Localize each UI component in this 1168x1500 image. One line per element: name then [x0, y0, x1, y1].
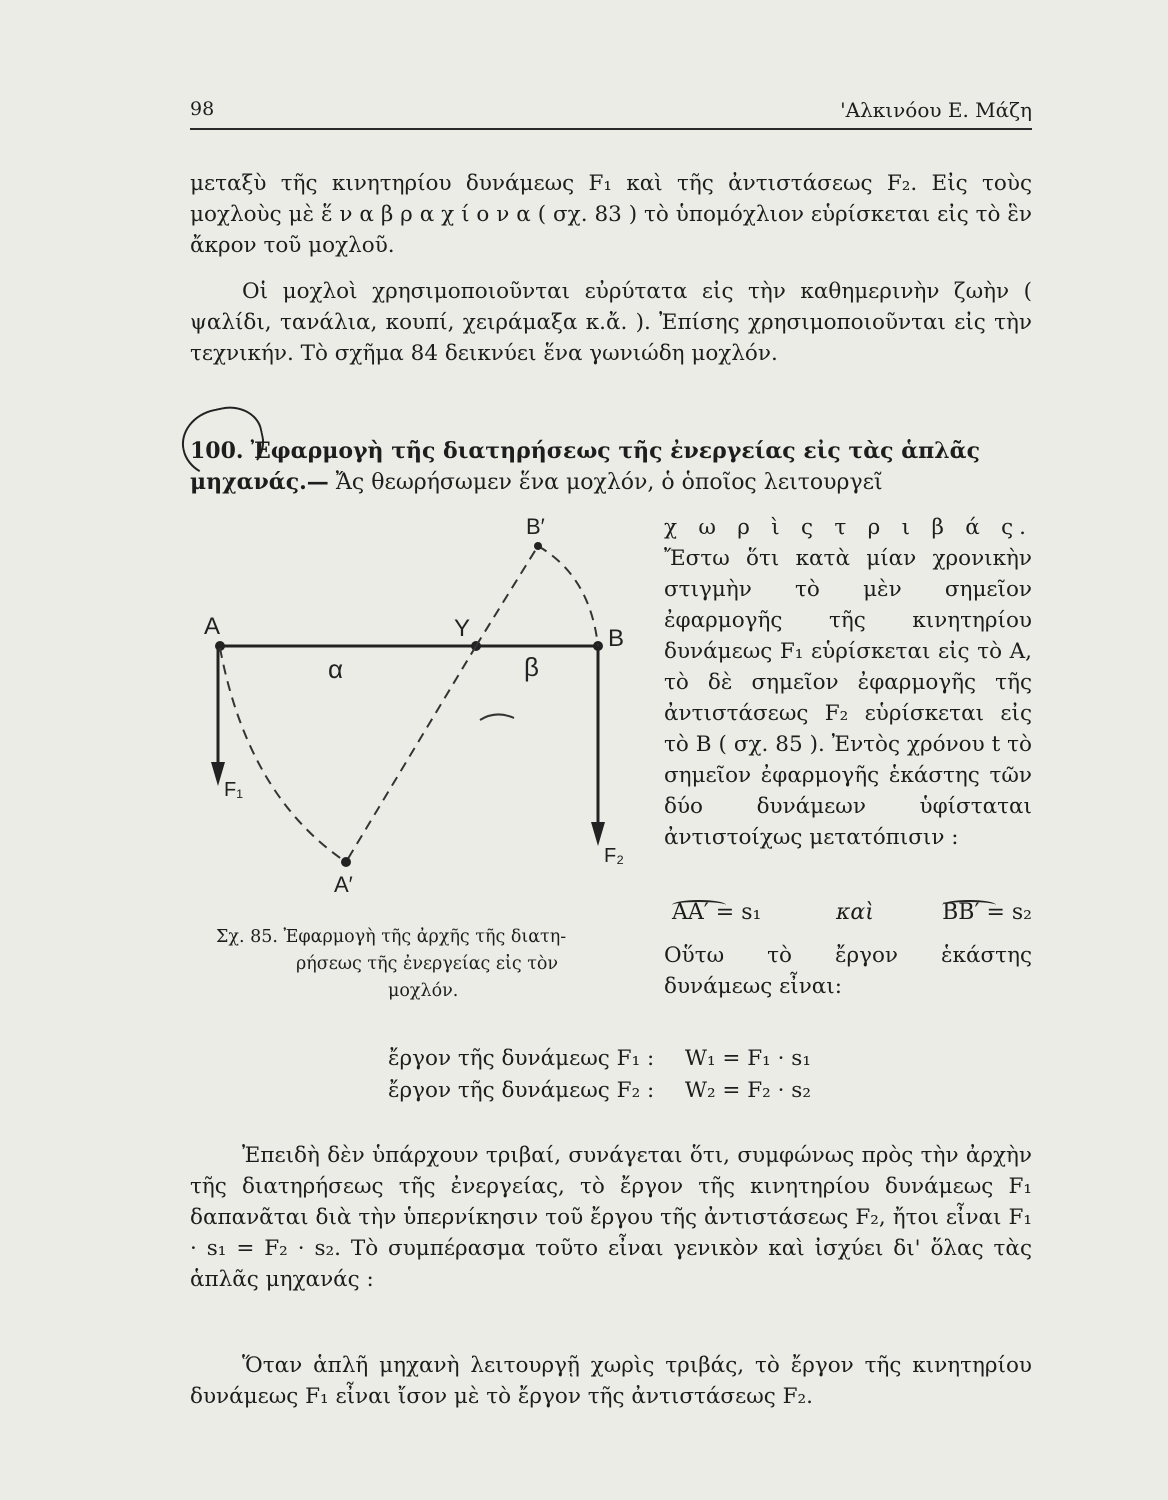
- figure-caption: [216, 924, 636, 1005]
- section-heading: [190, 436, 1032, 498]
- force-f1-head: [211, 762, 225, 786]
- caption-line-1: Σχ. 85. Ἐφαρμογὴ τῆς ἀρχῆς τῆς διατη-: [216, 927, 567, 947]
- page-header: [190, 96, 1032, 130]
- work-equation-2: [388, 1076, 811, 1106]
- work-equation-1: [388, 1044, 811, 1074]
- spaced-phrase: χ ω ρ ὶ ς τ ρ ι β ά ς.: [664, 515, 1032, 540]
- right-column-body: Ἔστω ὅτι κατὰ μίαν χρονικὴν στιγμὴν τὸ μὲν σημεῖον ἐφαρμογῆς τῆς κινητηρίου δυνάμεως F₁ εὑρίσκεται εἰς τὸ Α, τὸ δὲ σημεῖον ἐφαρμογῆς τῆς ἀντιστάσεως F₂ εὑρίσκεται εἰς τὸ Β ( σχ. 85 ). Ἐντὸς χρόνου t τὸ σημεῖον ἐφαρμογῆς ἑκάστης τῶν δύο δυνάμεων ὑφίσταται ἀντιστοίχως μετατόπισιν :: [664, 546, 1032, 850]
- lever-position-b-prime: [476, 546, 538, 646]
- work-eq-2: W₂ = F₂ · s₂: [684, 1078, 811, 1103]
- page-number: 98: [190, 98, 215, 120]
- point-b-prime: [534, 542, 542, 550]
- displacement-formula: [668, 898, 1032, 930]
- section-title: Ἐφαρμογὴ τῆς διατηρήσεως τῆς ἐνεργείας εἰς τὰς ἁπλᾶς μηχανάς.—: [190, 438, 980, 495]
- arc-bb-prime: [538, 546, 598, 646]
- caption-line-3: μοχλόν.: [388, 981, 459, 1001]
- formula-and: καὶ: [836, 900, 874, 925]
- paragraph-2: Οἱ μοχλοὶ χρησιμοποιοῦνται εὐρύτατα εἰς τὴν καθημερινὴν ζωὴν ( ψαλίδι, τανάλια, κουπί, χειράμαξα κ.ἄ. ). Ἐπίσης χρησιμοποιοῦνται εἰς τὴν τεχνικήν. Τὸ σχῆμα 84 δεικνύει ἕνα γωνιώδη μοχλόν.: [190, 279, 1032, 366]
- right-column-text: [664, 512, 1032, 853]
- label-alpha: α: [328, 654, 344, 684]
- caption-line-2: ρήσεως τῆς ἐνεργείας εἰς τὸν: [296, 954, 559, 974]
- point-a-prime: [341, 857, 351, 867]
- label-a: Α: [204, 613, 221, 640]
- paragraph-4: Ὅταν ἁπλῆ μηχανὴ λειτουργῇ χωρὶς τριβάς, τὸ ἔργον τῆς κινητηρίου δυνάμεως F₁ εἶναι ἴσον μὲ τὸ ἔργον τῆς ἀντιστάσεως F₂.: [190, 1353, 1032, 1409]
- force-f2-head: [591, 822, 605, 846]
- header-rule: [190, 128, 1032, 130]
- label-y: Υ: [454, 615, 471, 642]
- lever-diagram: [178, 506, 648, 896]
- label-b-prime: Β′: [526, 514, 545, 539]
- label-f2: F₂: [604, 845, 624, 867]
- paragraph-3: Ἐπειδὴ δὲν ὑπάρχουν τριβαί, συνάγεται ὅτι, συμφώνως πρὸς τὴν ἀρχὴν τῆς διατηρήσεως τῆς ἐνεργείας, τὸ ἔργον τῆς κινητηρίου δυνάμεως F₁ δαπανᾶται διὰ τὴν ὑπερνίκησιν τοῦ ἔργου τῆς ἀντιστάσεως F₂, ἤτοι εἶναι F₁ · s₁ = F₂ · s₂. Τὸ συμπέρασμα τοῦτο εἶναι γενικὸν καὶ ἰσχύει δι' ὅλας τὰς ἁπλᾶς μηχανάς :: [190, 1143, 1032, 1292]
- label-a-prime: Α′: [334, 872, 353, 896]
- lever-position-a-prime: [346, 646, 476, 862]
- formula-right: ΒΒ′ = s₂: [942, 900, 1032, 925]
- work-label-1: ἔργον τῆς δυνάμεως F₁ :: [388, 1046, 655, 1071]
- label-beta: β: [524, 652, 539, 682]
- formula-left: ΑΑ′ = s₁: [672, 900, 762, 925]
- running-head: 'Αλκινόου Ε. Μάζη: [840, 98, 1032, 122]
- paragraph-1: μεταξὺ τῆς κινητηρίου δυνάμεως F₁ καὶ τῆς ἀντιστάσεως F₂. Εἰς τοὺς μοχλοὺς μὲ ἕ ν α β ρ α χ ί ο ν α ( σχ. 83 ) τὸ ὑπομόχλιον εὑρίσκεται εἰς τὸ ἓν ἄκρον τοῦ μοχλοῦ.: [190, 171, 1032, 258]
- work-eq-1: W₁ = F₁ · s₁: [684, 1046, 811, 1071]
- section-number: 100.: [190, 438, 244, 464]
- label-b: Β: [608, 625, 625, 652]
- label-f1: F₁: [224, 779, 243, 801]
- work-intro: Οὕτω τὸ ἔργον ἑκάστης δυνάμεως εἶναι:: [664, 943, 1032, 999]
- work-label-2: ἔργον τῆς δυνάμεως F₂ :: [388, 1078, 655, 1103]
- angle-mark: [480, 714, 514, 720]
- section-intro: Ἄς θεωρήσωμεν ἕνα μοχλόν, ὁ ὁποῖος λειτουργεῖ: [335, 470, 883, 495]
